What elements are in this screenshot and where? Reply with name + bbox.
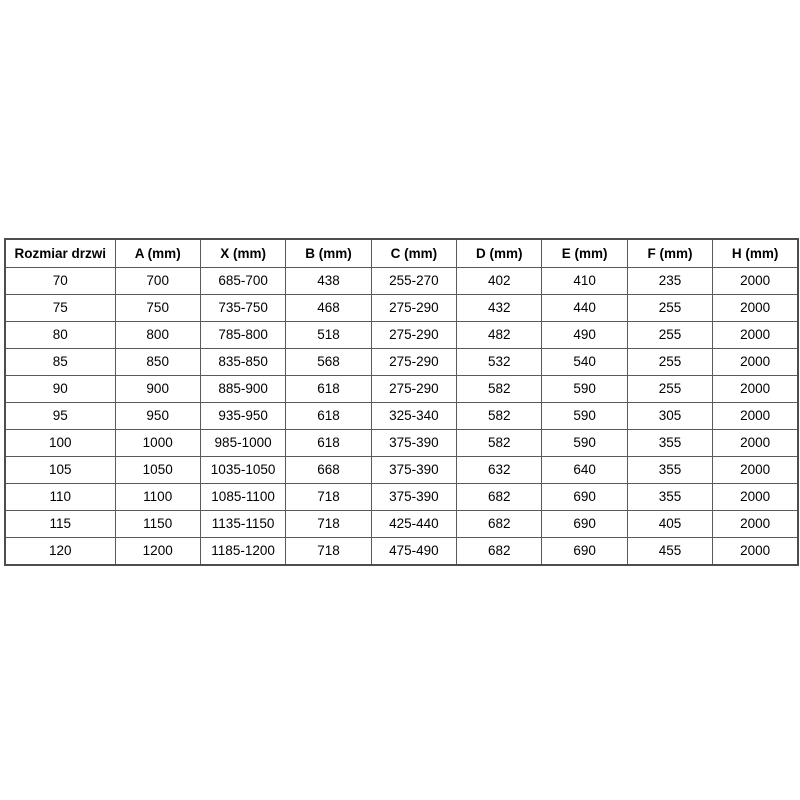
table-row — [5, 376, 798, 403]
table-row — [5, 511, 798, 538]
table-cell: 682 — [457, 484, 542, 511]
table-cell: 590 — [542, 430, 627, 457]
table-cell: 690 — [542, 484, 627, 511]
table-cell: 355 — [627, 457, 712, 484]
table-cell: 475-490 — [371, 538, 456, 566]
table-cell: 2000 — [713, 457, 798, 484]
table-header-row — [5, 239, 798, 268]
table-cell: 375-390 — [371, 430, 456, 457]
table-cell: 1000 — [115, 430, 200, 457]
table-cell: 590 — [542, 403, 627, 430]
table-cell: 305 — [627, 403, 712, 430]
table-cell: 255 — [627, 295, 712, 322]
table-cell: 718 — [286, 511, 371, 538]
table-cell: 255 — [627, 322, 712, 349]
table-cell: 2000 — [713, 484, 798, 511]
table-cell: 735-750 — [200, 295, 285, 322]
table-cell: 935-950 — [200, 403, 285, 430]
table-cell: 1100 — [115, 484, 200, 511]
table-cell: 685-700 — [200, 268, 285, 295]
table-cell: 2000 — [713, 268, 798, 295]
table-cell: 582 — [457, 376, 542, 403]
table-cell: 325-340 — [371, 403, 456, 430]
table-cell: 405 — [627, 511, 712, 538]
table-cell: 1050 — [115, 457, 200, 484]
table-cell: 90 — [5, 376, 115, 403]
table-cell: 900 — [115, 376, 200, 403]
table-cell: 700 — [115, 268, 200, 295]
table-cell: 375-390 — [371, 484, 456, 511]
table-row — [5, 403, 798, 430]
table-cell: 582 — [457, 403, 542, 430]
table-row — [5, 484, 798, 511]
table-cell: 568 — [286, 349, 371, 376]
column-header: A (mm) — [115, 239, 200, 268]
table-row — [5, 268, 798, 295]
table-cell: 100 — [5, 430, 115, 457]
column-header: B (mm) — [286, 239, 371, 268]
table-cell: 275-290 — [371, 376, 456, 403]
table-cell: 518 — [286, 322, 371, 349]
table-cell: 582 — [457, 430, 542, 457]
table-cell: 1200 — [115, 538, 200, 566]
table-cell: 682 — [457, 511, 542, 538]
table-cell: 402 — [457, 268, 542, 295]
table-cell: 255-270 — [371, 268, 456, 295]
table-cell: 985-1000 — [200, 430, 285, 457]
table-cell: 482 — [457, 322, 542, 349]
table-cell: 355 — [627, 484, 712, 511]
table-cell: 618 — [286, 430, 371, 457]
door-dimensions-table — [4, 238, 799, 566]
table-row — [5, 295, 798, 322]
table-cell: 2000 — [713, 403, 798, 430]
table-cell: 835-850 — [200, 349, 285, 376]
column-header: X (mm) — [200, 239, 285, 268]
table-cell: 718 — [286, 538, 371, 566]
table-cell: 640 — [542, 457, 627, 484]
table-cell: 375-390 — [371, 457, 456, 484]
table-cell: 590 — [542, 376, 627, 403]
table-cell: 425-440 — [371, 511, 456, 538]
table-cell: 355 — [627, 430, 712, 457]
table-cell: 455 — [627, 538, 712, 566]
table-cell: 618 — [286, 376, 371, 403]
table-row — [5, 457, 798, 484]
table-cell: 532 — [457, 349, 542, 376]
table-body — [5, 268, 798, 566]
column-header: H (mm) — [713, 239, 798, 268]
table-cell: 668 — [286, 457, 371, 484]
table-row — [5, 349, 798, 376]
column-header: E (mm) — [542, 239, 627, 268]
table-cell: 120 — [5, 538, 115, 566]
table-cell: 885-900 — [200, 376, 285, 403]
table-cell: 632 — [457, 457, 542, 484]
table-cell: 255 — [627, 376, 712, 403]
table-cell: 490 — [542, 322, 627, 349]
column-header: C (mm) — [371, 239, 456, 268]
table-cell: 2000 — [713, 376, 798, 403]
table-cell: 75 — [5, 295, 115, 322]
table-row — [5, 430, 798, 457]
table-cell: 950 — [115, 403, 200, 430]
table-cell: 275-290 — [371, 295, 456, 322]
table-cell: 235 — [627, 268, 712, 295]
table-cell: 1135-1150 — [200, 511, 285, 538]
table-cell: 255 — [627, 349, 712, 376]
table-cell: 2000 — [713, 538, 798, 566]
table-cell: 2000 — [713, 322, 798, 349]
table-cell: 800 — [115, 322, 200, 349]
table-cell: 850 — [115, 349, 200, 376]
table-cell: 80 — [5, 322, 115, 349]
table-cell: 2000 — [713, 511, 798, 538]
table-cell: 1035-1050 — [200, 457, 285, 484]
table-cell: 115 — [5, 511, 115, 538]
table-cell: 85 — [5, 349, 115, 376]
table-cell: 110 — [5, 484, 115, 511]
table-cell: 275-290 — [371, 322, 456, 349]
table-cell: 1085-1100 — [200, 484, 285, 511]
table-cell: 1185-1200 — [200, 538, 285, 566]
table-cell: 2000 — [713, 295, 798, 322]
table-cell: 690 — [542, 538, 627, 566]
table-cell: 440 — [542, 295, 627, 322]
table-cell: 540 — [542, 349, 627, 376]
table-cell: 718 — [286, 484, 371, 511]
table-row — [5, 538, 798, 566]
table-cell: 682 — [457, 538, 542, 566]
table-cell: 275-290 — [371, 349, 456, 376]
table-cell: 2000 — [713, 430, 798, 457]
table-cell: 105 — [5, 457, 115, 484]
column-header: Rozmiar drzwi — [5, 239, 115, 268]
table-cell: 690 — [542, 511, 627, 538]
column-header: D (mm) — [457, 239, 542, 268]
table-cell: 618 — [286, 403, 371, 430]
table-row — [5, 322, 798, 349]
table-cell: 70 — [5, 268, 115, 295]
table-cell: 2000 — [713, 349, 798, 376]
table-cell: 432 — [457, 295, 542, 322]
table-cell: 438 — [286, 268, 371, 295]
table-cell: 1150 — [115, 511, 200, 538]
table-cell: 785-800 — [200, 322, 285, 349]
table-cell: 468 — [286, 295, 371, 322]
table-cell: 750 — [115, 295, 200, 322]
table-cell: 95 — [5, 403, 115, 430]
column-header: F (mm) — [627, 239, 712, 268]
table-cell: 410 — [542, 268, 627, 295]
